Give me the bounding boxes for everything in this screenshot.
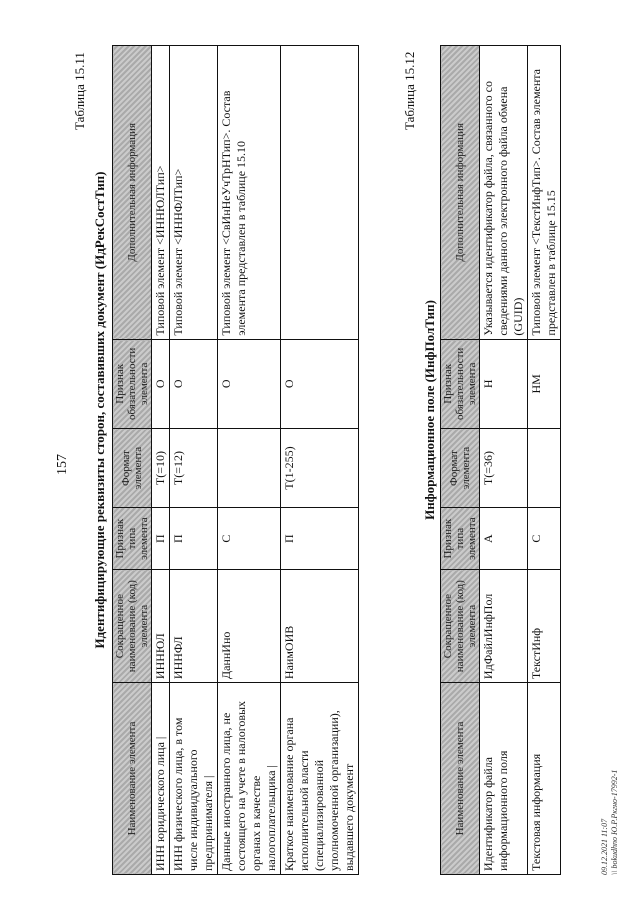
table2-header-type: Признак типа элемента xyxy=(441,508,480,570)
cell-info: Типовой элемент <ИННЮЛТип> xyxy=(152,46,170,340)
cell-code: НаимОИВ xyxy=(281,570,359,683)
cell-name: Текстовая информация xyxy=(528,683,561,875)
table2-header-code: Сокращенное наименование (код) элемента xyxy=(441,570,480,683)
table-row xyxy=(170,46,218,875)
table1-header-row xyxy=(113,46,152,875)
cell-type: П xyxy=(281,508,359,570)
table1-header-code: Сокращенное наименование (код) элемента xyxy=(113,570,152,683)
cell-code: ИдФайлИнфПол xyxy=(480,570,528,683)
table1-caption: Идентифицирующие реквизиты сторон, составивших документ (ИдРекСостТип) xyxy=(92,171,107,649)
cell-info: Типовой элемент <ТекстИнфТип>. Состав элемента представлен в таблице 15.15 xyxy=(528,46,561,340)
cell-name: Идентификатор файла информационного поля xyxy=(480,683,528,875)
cell-type: П xyxy=(152,508,170,570)
cell-req: Н xyxy=(480,339,528,428)
cell-name: Краткое наименование органа исполнительной власти (специализированной уполномоченной организации), выдавшего документ xyxy=(281,683,359,875)
cell-type: С xyxy=(218,508,281,570)
cell-type: С xyxy=(528,508,561,570)
cell-format xyxy=(528,429,561,508)
table1-header-name: Наименование элемента xyxy=(113,683,152,875)
cell-code: ДаннИно xyxy=(218,570,281,683)
cell-format: T(=10) xyxy=(152,429,170,508)
table2-header-info: Дополнительная информация xyxy=(441,46,480,340)
table1 xyxy=(112,45,359,875)
table2 xyxy=(440,45,561,875)
cell-format: T(=36) xyxy=(480,429,528,508)
table1-header-type: Признак типа элемента xyxy=(113,508,152,570)
cell-req: О xyxy=(281,339,359,428)
stamp-line-2: \\ bokudhno Ю.Р.Ркгно-17992-1 xyxy=(610,769,619,875)
table-row xyxy=(218,46,281,875)
cell-format: T(1-255) xyxy=(281,429,359,508)
table2-caption: Информационное поле (ИнфПолТип) xyxy=(422,300,437,520)
table1-header-req: Признак обязательности элемента xyxy=(113,339,152,428)
table2-header-row xyxy=(441,46,480,875)
table2-header-name: Наименование элемента xyxy=(441,683,480,875)
cell-req: О xyxy=(170,339,218,428)
cell-info: Типовой элемент <СвИнНеУчТрНТип>. Состав элемента представлен в таблице 15.10 xyxy=(218,46,281,340)
cell-format: T(=12) xyxy=(170,429,218,508)
table-row xyxy=(528,46,561,875)
table-row xyxy=(152,46,170,875)
cell-req: О xyxy=(218,339,281,428)
cell-req: О xyxy=(152,339,170,428)
cell-type: А xyxy=(480,508,528,570)
cell-format xyxy=(218,429,281,508)
table-row xyxy=(480,46,528,875)
cell-code: ИННФЛ xyxy=(170,570,218,683)
cell-code: ТекстИнф xyxy=(528,570,561,683)
table2-header-req: Признак обязательности элемента xyxy=(441,339,480,428)
table1-header-info: Дополнительная информация xyxy=(113,46,152,340)
table1-label: Таблица 15.11 xyxy=(72,52,87,130)
cell-type: П xyxy=(170,508,218,570)
cell-info: Указывается идентификатор файла, связанного со сведениями данного электронного файла обмена (GUID) xyxy=(480,46,528,340)
table2-header-format: Формат элемента xyxy=(441,429,480,508)
page-number: 157 xyxy=(55,454,70,475)
table1-header-format: Формат элемента xyxy=(113,429,152,508)
table2-label: Таблица 15.12 xyxy=(402,51,417,130)
cell-info: Типовой элемент <ИННФЛТип> xyxy=(170,46,218,340)
cell-name: ИНН юридического лица | xyxy=(152,683,170,875)
cell-code: ИННЮЛ xyxy=(152,570,170,683)
print-stamp xyxy=(600,770,620,875)
cell-info xyxy=(281,46,359,340)
stamp-line-1: 09.12.2021 11:07 xyxy=(600,818,609,875)
table-row xyxy=(281,46,359,875)
cell-req: НМ xyxy=(528,339,561,428)
cell-name: Данные иностранного лица, не состоящего на учете в налоговых органах в качестве налогоплательщика | xyxy=(218,683,281,875)
cell-name: ИНН физического лица, в том числе индивидуального предпринимателя | xyxy=(170,683,218,875)
